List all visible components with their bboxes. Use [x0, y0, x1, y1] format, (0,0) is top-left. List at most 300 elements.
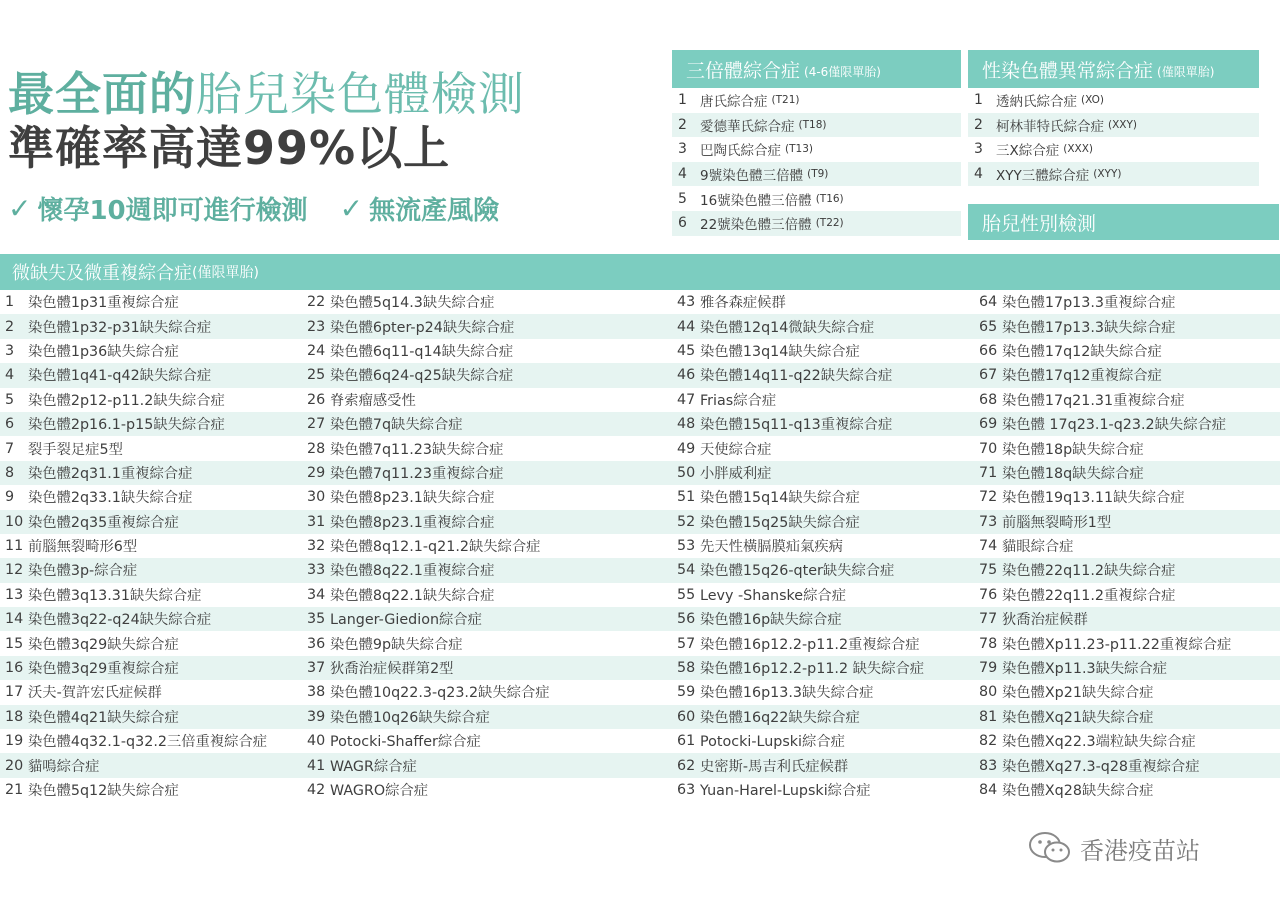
list-item [672, 534, 974, 558]
list-item [302, 607, 672, 631]
list-item [672, 583, 974, 607]
item-number: 53 [677, 538, 696, 555]
list-item [672, 113, 961, 138]
item-number: 2 [5, 318, 15, 335]
item-number: 24 [307, 342, 326, 359]
item-name: 染色體3q22-q24缺失綜合症 [28, 612, 212, 629]
list-item [672, 162, 961, 187]
list-item [0, 339, 302, 363]
list-item [672, 339, 974, 363]
item-name: 染色體6pter-p24缺失綜合症 [330, 319, 515, 336]
item-name: 染色體17q12重複綜合症 [1002, 368, 1162, 385]
item-name: 染色體2p16.1-p15缺失綜合症 [28, 417, 225, 434]
item-number: 12 [5, 562, 24, 579]
item-number: 28 [307, 440, 326, 457]
item-code: (T16) [815, 192, 844, 205]
item-number: 23 [307, 318, 326, 335]
item-name: 染色體2p12-p11.2缺失綜合症 [28, 392, 225, 409]
list-item [974, 339, 1280, 363]
item-number: 70 [979, 440, 998, 457]
item-number: 36 [307, 635, 326, 652]
sex-chromosome-title: 性染色體異常綜合症 [982, 59, 1154, 82]
item-name: 先天性橫膈膜疝氣疾病 [700, 539, 843, 556]
list-item [672, 510, 974, 534]
item-name: 裂手裂足症5型 [28, 441, 123, 458]
list-item [974, 534, 1280, 558]
item-name: 染色體2q35重複綜合症 [28, 514, 179, 531]
item-number: 49 [677, 440, 696, 457]
list-item [974, 363, 1280, 387]
item-name: 染色體Xp11.23-p11.22重複綜合症 [1002, 636, 1232, 653]
watermark-text: 香港疫苗站 [1080, 836, 1200, 865]
item-name: WAGRO綜合症 [330, 783, 429, 799]
list-item [302, 290, 672, 314]
item-name: 天使綜合症 [700, 441, 772, 458]
item-number: 9 [5, 489, 15, 506]
trisomy-note: (4-6僅限單胎) [804, 64, 881, 79]
list-item [672, 680, 974, 704]
item-name: Levy -Shanske綜合症 [700, 587, 846, 604]
item-name: 染色體16p缺失綜合症 [700, 612, 842, 629]
microdeletion-grid [0, 290, 1280, 802]
item-name: 染色體3p-綜合症 [28, 563, 138, 580]
item-name: 染色體16p12.2-p11.2 缺失綜合症 [700, 661, 925, 678]
fetal-sex-banner: 胎兒性別檢測 [968, 204, 1279, 240]
item-number: 6 [678, 215, 687, 232]
item-name: 染色體Xq27.3-q28重複綜合症 [1002, 758, 1200, 775]
item-number: 2 [974, 116, 983, 133]
list-item [672, 211, 961, 236]
list-item [302, 631, 672, 655]
list-item [672, 485, 974, 509]
item-number: 73 [979, 513, 998, 530]
microdeletion-section [0, 254, 1280, 802]
item-name: 唐氏綜合症 [700, 94, 768, 111]
item-name: 沃夫-賀許宏氏症候群 [28, 685, 162, 702]
list-item [302, 753, 672, 777]
item-name: 染色體1p32-p31缺失綜合症 [28, 319, 212, 336]
item-number: 39 [307, 708, 326, 725]
item-number: 66 [979, 342, 998, 359]
item-number: 13 [5, 586, 24, 603]
item-number: 77 [979, 611, 998, 628]
list-item [974, 607, 1280, 631]
item-number: 26 [307, 391, 326, 408]
item-number: 45 [677, 342, 696, 359]
item-code: (XO) [1081, 94, 1104, 107]
item-code: (T18) [798, 118, 827, 131]
item-number: 68 [979, 391, 998, 408]
trisomy-header [672, 50, 961, 88]
sex-chromosome-list [968, 88, 1259, 186]
item-number: 62 [677, 757, 696, 774]
item-number: 10 [5, 513, 24, 530]
list-item [302, 339, 672, 363]
item-number: 54 [677, 562, 696, 579]
list-item [974, 729, 1280, 753]
item-number: 6 [5, 416, 15, 433]
microdeletion-column-3 [672, 290, 974, 802]
list-item [0, 510, 302, 534]
wechat-icon [1026, 830, 1074, 866]
feature-text: 懷孕10週即可進行檢測 [37, 196, 308, 226]
item-number: 44 [677, 318, 696, 335]
item-number: 27 [307, 416, 326, 433]
microdeletion-column-1 [0, 290, 302, 802]
checkmark-icon: ✓ [339, 192, 364, 225]
item-number: 41 [307, 757, 326, 774]
list-item [672, 314, 974, 338]
item-number: 46 [677, 367, 696, 384]
item-number: 84 [979, 782, 998, 798]
list-item [302, 412, 672, 436]
item-number: 71 [979, 464, 998, 481]
list-item [672, 88, 961, 113]
list-item [0, 461, 302, 485]
item-number: 58 [677, 660, 696, 677]
item-name: 染色體1p36缺失綜合症 [28, 343, 179, 360]
item-number: 56 [677, 611, 696, 628]
item-name: 脊索瘤感受性 [330, 392, 416, 409]
list-item [302, 534, 672, 558]
list-item [974, 510, 1280, 534]
item-name: 染色體2q31.1重複綜合症 [28, 465, 193, 482]
trisomy-title: 三倍體綜合症 [686, 59, 801, 82]
item-number: 17 [5, 684, 24, 701]
item-number: 11 [5, 538, 24, 555]
item-code: (XXY) [1108, 118, 1137, 131]
item-number: 55 [677, 586, 696, 603]
list-item [0, 534, 302, 558]
list-item [974, 753, 1280, 777]
item-name: 前腦無裂畸形1型 [1002, 514, 1112, 531]
list-item [302, 363, 672, 387]
item-number: 32 [307, 538, 326, 555]
list-item [672, 705, 974, 729]
item-number: 16 [5, 660, 24, 677]
item-name: 染色體22q11.2缺失綜合症 [1002, 563, 1176, 580]
list-item [0, 583, 302, 607]
item-name: 巴陶氏綜合症 [700, 143, 781, 160]
list-item [672, 753, 974, 777]
list-item [0, 363, 302, 387]
item-name: 染色體12q14微缺失綜合症 [700, 319, 875, 336]
list-item [0, 607, 302, 631]
list-item [0, 753, 302, 777]
list-item [672, 729, 974, 753]
item-name: 狄喬治症候群第2型 [330, 661, 454, 678]
headline [8, 68, 525, 176]
item-code: (T9) [807, 168, 829, 181]
sex-chromosome-note: (僅限單胎) [1157, 64, 1215, 79]
item-number: 4 [5, 367, 15, 384]
list-item [302, 510, 672, 534]
item-number: 1 [5, 294, 15, 311]
trisomy-list [672, 88, 961, 236]
item-number: 59 [677, 684, 696, 701]
item-number: 20 [5, 757, 24, 774]
item-name: 史密斯-馬吉利氏症候群 [700, 758, 849, 775]
list-item [0, 412, 302, 436]
item-number: 29 [307, 464, 326, 481]
item-name: 染色體3q29缺失綜合症 [28, 636, 179, 653]
item-name: 柯林菲特氏綜合症 [996, 118, 1104, 135]
headline-light: 胎兒染色體檢測 [196, 67, 525, 121]
item-number: 50 [677, 464, 696, 481]
item-number: 72 [979, 489, 998, 506]
item-number: 37 [307, 660, 326, 677]
item-name: 16號染色體三倍體 [700, 192, 812, 209]
item-code: (XXX) [1063, 143, 1094, 156]
item-number: 4 [678, 166, 687, 183]
item-name: 染色體1q41-q42缺失綜合症 [28, 368, 212, 385]
item-number: 65 [979, 318, 998, 335]
item-number: 3 [974, 141, 983, 158]
item-number: 40 [307, 733, 326, 750]
list-item [974, 461, 1280, 485]
item-number: 57 [677, 635, 696, 652]
item-name: 愛德華氏綜合症 [700, 118, 795, 135]
microdeletion-note: (僅限單胎) [192, 265, 259, 281]
headline-line2: 準確率高達99%以上 [8, 121, 451, 175]
item-number: 48 [677, 416, 696, 433]
item-name: 染色體6q11-q14缺失綜合症 [330, 343, 514, 360]
list-item [974, 656, 1280, 680]
list-item [974, 290, 1280, 314]
item-number: 3 [678, 141, 687, 158]
item-number: 34 [307, 586, 326, 603]
item-name: 染色體10q22.3-q23.2缺失綜合症 [330, 685, 550, 702]
item-name: 貓鳴綜合症 [28, 758, 100, 775]
item-name: 染色體7q11.23重複綜合症 [330, 465, 504, 482]
feature-check [8, 190, 308, 227]
list-item [974, 583, 1280, 607]
list-item [968, 113, 1259, 138]
checkmark-icon: ✓ [8, 192, 32, 225]
list-item [672, 631, 974, 655]
headline-line1 [8, 68, 525, 120]
item-name: 染色體8q22.1重複綜合症 [330, 563, 495, 580]
item-name: 染色體Xq21缺失綜合症 [1002, 709, 1154, 726]
watermark [1026, 830, 1200, 866]
item-number: 63 [677, 782, 696, 798]
item-number: 51 [677, 489, 696, 506]
list-item [302, 461, 672, 485]
item-number: 8 [5, 464, 15, 481]
item-number: 2 [678, 116, 687, 133]
list-item [0, 436, 302, 460]
list-item [974, 436, 1280, 460]
list-item [0, 290, 302, 314]
item-name: 染色體16q22缺失綜合症 [700, 709, 860, 726]
item-code: (XYY) [1093, 168, 1122, 181]
item-number: 42 [307, 782, 326, 798]
item-name: Frias綜合症 [700, 392, 777, 409]
item-name: 染色體3q13.31缺失綜合症 [28, 587, 202, 604]
feature-text: 無流產風險 [369, 196, 500, 226]
item-number: 33 [307, 562, 326, 579]
item-name: 三X綜合症 [996, 143, 1060, 160]
item-name: 染色體6q24-q25缺失綜合症 [330, 368, 514, 385]
item-name: 小胖威利症 [700, 465, 772, 482]
list-item [302, 656, 672, 680]
item-number: 80 [979, 684, 998, 701]
item-name: 染色體17q12缺失綜合症 [1002, 343, 1162, 360]
list-item [974, 412, 1280, 436]
list-item [302, 436, 672, 460]
item-name: 22號染色體三倍體 [700, 217, 812, 234]
item-name: 9號染色體三倍體 [700, 168, 804, 185]
item-number: 61 [677, 733, 696, 750]
item-number: 18 [5, 708, 24, 725]
item-name: 染色體15q26-qter缺失綜合症 [700, 563, 895, 580]
list-item [302, 314, 672, 338]
item-code: (T22) [815, 217, 844, 230]
list-item [302, 485, 672, 509]
item-number: 79 [979, 660, 998, 677]
list-item [672, 290, 974, 314]
item-number: 22 [307, 294, 326, 311]
headline-bold: 最全面的 [8, 67, 196, 121]
item-name: 染色體8p23.1缺失綜合症 [330, 490, 495, 507]
item-name: 染色體4q32.1-q32.2三倍重複綜合症 [28, 734, 268, 751]
item-name: 染色體1p31重複綜合症 [28, 295, 179, 312]
item-number: 19 [5, 733, 24, 750]
item-number: 25 [307, 367, 326, 384]
item-number: 83 [979, 757, 998, 774]
list-item [672, 388, 974, 412]
item-number: 64 [979, 294, 998, 311]
item-name: 雅各森症候群 [700, 295, 786, 312]
item-name: 染色體17p13.3缺失綜合症 [1002, 319, 1176, 336]
microdeletion-header [0, 254, 1280, 290]
item-name: 染色體 17q23.1-q23.2缺失綜合症 [1002, 417, 1227, 434]
item-number: 47 [677, 391, 696, 408]
trisomy-panel [672, 50, 961, 236]
item-name: 染色體3q29重複綜合症 [28, 661, 179, 678]
item-name: XYY三體綜合症 [996, 168, 1090, 185]
item-number: 31 [307, 513, 326, 530]
item-name: 染色體9p缺失綜合症 [330, 636, 463, 653]
item-name: 前腦無裂畸形6型 [28, 539, 138, 556]
list-item [0, 485, 302, 509]
item-number: 43 [677, 294, 696, 311]
list-item [974, 631, 1280, 655]
list-item [302, 583, 672, 607]
item-name: 染色體18q缺失綜合症 [1002, 465, 1144, 482]
item-number: 30 [307, 489, 326, 506]
item-number: 35 [307, 611, 326, 628]
item-name: 染色體10q26缺失綜合症 [330, 709, 490, 726]
item-name: 染色體14q11-q22缺失綜合症 [700, 368, 893, 385]
microdeletion-title: 微缺失及微重複綜合症 [12, 263, 192, 284]
item-name: 染色體4q21缺失綜合症 [28, 709, 179, 726]
item-number: 67 [979, 367, 998, 384]
item-name: 貓眼綜合症 [1002, 539, 1074, 556]
item-code: (T21) [771, 94, 800, 107]
item-name: 染色體17q21.31重複綜合症 [1002, 392, 1185, 409]
list-item [968, 137, 1259, 162]
list-item [974, 388, 1280, 412]
item-name: 染色體16p13.3缺失綜合症 [700, 685, 874, 702]
list-item [672, 461, 974, 485]
list-item [974, 778, 1280, 802]
item-name: 染色體15q14缺失綜合症 [700, 490, 860, 507]
item-name: 染色體15q25缺失綜合症 [700, 514, 860, 531]
list-item [672, 436, 974, 460]
list-item [0, 314, 302, 338]
item-name: 染色體2q33.1缺失綜合症 [28, 490, 193, 507]
list-item [0, 388, 302, 412]
list-item [302, 388, 672, 412]
item-name: Potocki-Lupski綜合症 [700, 734, 845, 751]
item-number: 74 [979, 538, 998, 555]
list-item [302, 680, 672, 704]
item-number: 7 [5, 440, 15, 457]
item-number: 5 [5, 391, 15, 408]
item-number: 1 [678, 92, 687, 109]
item-name: Yuan-Harel-Lupski綜合症 [700, 783, 871, 799]
item-name: Langer-Giedion綜合症 [330, 612, 482, 629]
feature-check [340, 190, 499, 227]
item-number: 82 [979, 733, 998, 750]
feature-checks [8, 190, 499, 227]
item-number: 21 [5, 782, 24, 798]
list-item [672, 137, 961, 162]
item-name: 染色體8p23.1重複綜合症 [330, 514, 495, 531]
list-item [974, 485, 1280, 509]
item-number: 78 [979, 635, 998, 652]
item-number: 81 [979, 708, 998, 725]
list-item [0, 778, 302, 802]
item-name: 染色體13q14缺失綜合症 [700, 343, 860, 360]
item-name: 狄喬治症候群 [1002, 612, 1088, 629]
item-number: 60 [677, 708, 696, 725]
item-number: 5 [678, 190, 687, 207]
item-number: 75 [979, 562, 998, 579]
list-item [0, 656, 302, 680]
item-name: 染色體7q11.23缺失綜合症 [330, 441, 504, 458]
item-number: 76 [979, 586, 998, 603]
item-number: 3 [5, 342, 15, 359]
item-name: 染色體18p缺失綜合症 [1002, 441, 1144, 458]
sex-chromosome-header [968, 50, 1259, 88]
item-number: 52 [677, 513, 696, 530]
item-code: (T13) [785, 143, 813, 156]
item-number: 69 [979, 416, 998, 433]
item-name: 染色體8q12.1-q21.2缺失綜合症 [330, 539, 541, 556]
item-name: WAGR綜合症 [330, 758, 417, 775]
item-name: 染色體Xq28缺失綜合症 [1002, 783, 1154, 799]
item-number: 4 [974, 166, 983, 183]
list-item [302, 558, 672, 582]
item-name: 染色體Xp11.3缺失綜合症 [1002, 661, 1168, 678]
list-item [0, 729, 302, 753]
list-item [302, 778, 672, 802]
item-number: 1 [974, 92, 983, 109]
list-item [672, 656, 974, 680]
item-name: 染色體8q22.1缺失綜合症 [330, 587, 495, 604]
list-item [672, 607, 974, 631]
sex-chromosome-panel [968, 50, 1259, 186]
list-item [672, 558, 974, 582]
list-item [672, 186, 961, 211]
item-number: 15 [5, 635, 24, 652]
list-item [0, 631, 302, 655]
microdeletion-column-4 [974, 290, 1280, 802]
microdeletion-column-2 [302, 290, 672, 802]
list-item [302, 729, 672, 753]
